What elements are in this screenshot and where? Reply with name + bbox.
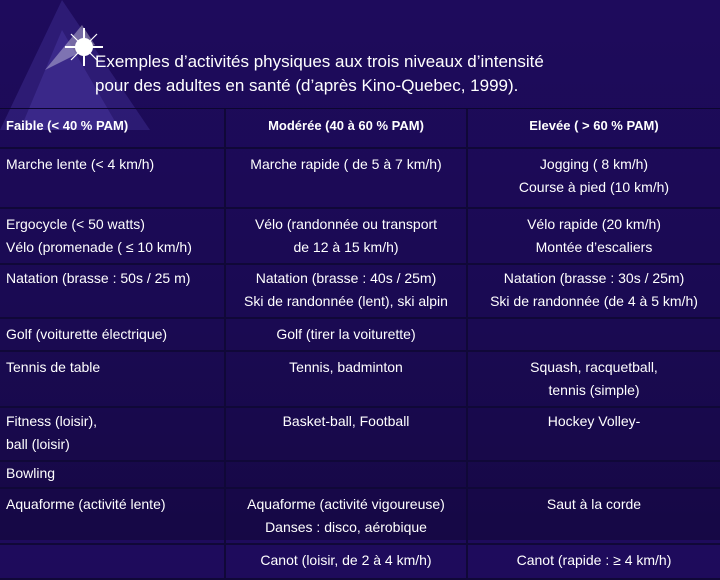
activity-text: Vélo (promenade ( ≤ 10 km/h): [6, 239, 192, 255]
activity-text: Ski de randonnée (de 4 à 5 km/h): [490, 293, 698, 309]
cell-moderate: [225, 208, 467, 264]
activity-text: Bowling: [6, 465, 56, 481]
cell-moderate: [225, 351, 467, 407]
table-row: [0, 208, 720, 264]
table-row: [0, 488, 720, 544]
activity-text: Basket-ball, Football: [282, 413, 410, 429]
activity-text: tennis (simple): [548, 382, 640, 398]
table-row: [0, 461, 720, 488]
activity-text: Course à pied (10 km/h): [518, 179, 670, 195]
activity-text: Marche rapide ( de 5 à 7 km/h): [250, 156, 442, 172]
activity-text: Golf (tirer la voiturette): [276, 326, 416, 342]
cell-moderate: [225, 407, 467, 461]
cell-moderate: [225, 461, 467, 488]
activity-text: Natation (brasse : 50s / 25 m): [6, 270, 191, 286]
slide-title: [95, 50, 695, 98]
cell-moderate: [225, 264, 467, 318]
activity-text: Vélo rapide (20 km/h): [527, 216, 661, 232]
activity-text: Saut à la corde: [546, 496, 642, 512]
activity-text: Vélo (randonnée ou transport: [254, 216, 438, 232]
activity-text: Jogging ( 8 km/h): [539, 156, 649, 172]
cell-low: [0, 148, 225, 208]
table-row: [0, 351, 720, 407]
activity-text: Ergocycle (< 50 watts): [6, 216, 145, 232]
cell-low: [0, 488, 225, 544]
cell-low: [0, 461, 225, 488]
header-low: Faible (< 40 % PAM): [0, 109, 225, 148]
slide-title-line-1: Exemples d’activités physiques aux trois niveaux d’intensité: [95, 52, 544, 71]
activity-text: Tennis de table: [6, 359, 101, 375]
activity-text: de 12 à 15 km/h): [293, 239, 399, 255]
activity-text: Tennis, badminton: [289, 359, 403, 375]
table-row: [0, 148, 720, 208]
activity-text: Canot (rapide : ≥ 4 km/h): [516, 552, 672, 568]
cell-low: [0, 351, 225, 407]
activity-text: Canot (loisir, de 2 à 4 km/h): [260, 552, 432, 568]
cell-high: [467, 148, 720, 208]
table-row: [0, 318, 720, 351]
cell-low: [0, 544, 225, 579]
activity-text: Hockey Volley-: [547, 413, 641, 429]
activity-text: ball (loisir): [6, 436, 70, 452]
cell-moderate: [225, 544, 467, 579]
cell-low: [0, 264, 225, 318]
table-row: [0, 544, 720, 579]
table-row: [0, 264, 720, 318]
activity-text: Squash, racquetball,: [530, 359, 658, 375]
cell-low: [0, 407, 225, 461]
activity-table: [0, 109, 720, 580]
cell-moderate: [225, 148, 467, 208]
header-high: Elevée ( > 60 % PAM): [467, 109, 720, 148]
cell-high: [467, 351, 720, 407]
activity-text: Fitness (loisir),: [6, 413, 98, 429]
cell-moderate: [225, 318, 467, 351]
cell-high: [467, 208, 720, 264]
activity-text: Aquaforme (activité lente): [6, 496, 166, 512]
activity-text: Natation (brasse : 40s / 25m): [255, 270, 437, 286]
cell-high: [467, 318, 720, 351]
cell-moderate: [225, 488, 467, 544]
activity-text: Marche lente (< 4 km/h): [6, 156, 155, 172]
cell-high: [467, 407, 720, 461]
activity-text: Aquaforme (activité vigoureuse): [247, 496, 445, 512]
header-moderate: Modérée (40 à 60 % PAM): [225, 109, 467, 148]
cell-high: [467, 544, 720, 579]
activity-table-body: [0, 109, 720, 579]
activity-text: Natation (brasse : 30s / 25m): [503, 270, 685, 286]
slide-title-line-2: pour des adultes en santé (d’après Kino-Quebec, 1999).: [95, 76, 519, 95]
activity-text: Danses : disco, aérobique: [265, 519, 427, 535]
table-header-row: [0, 109, 720, 148]
activity-text: Montée d’escaliers: [535, 239, 653, 255]
activity-text: Golf (voiturette électrique): [6, 326, 168, 342]
cell-high: [467, 488, 720, 544]
activity-text: Ski de randonnée (lent), ski alpin: [244, 293, 448, 309]
table-row: [0, 407, 720, 461]
cell-high: [467, 264, 720, 318]
cell-low: [0, 318, 225, 351]
cell-low: [0, 208, 225, 264]
cell-high: [467, 461, 720, 488]
